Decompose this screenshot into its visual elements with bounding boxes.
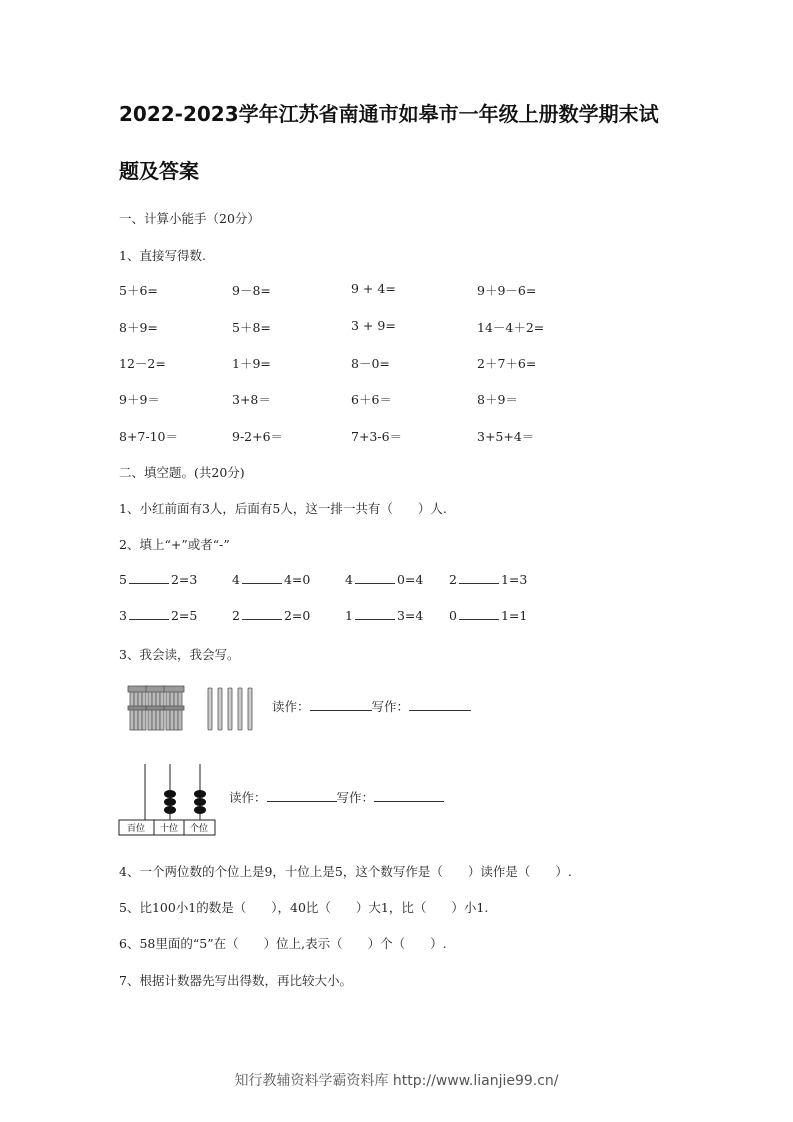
fill-item[interactable]: 4 0=4	[345, 572, 424, 587]
stick-bundle-icon	[128, 686, 148, 730]
stick-bundles-illustration	[126, 680, 266, 732]
question-1-1: 1、直接写得数.	[119, 248, 206, 263]
calc-item: 3 + 9=	[351, 318, 396, 333]
write-answer-blank[interactable]	[409, 710, 471, 711]
read-write-row-2	[229, 788, 444, 806]
read-answer-blank[interactable]	[267, 801, 337, 802]
calc-item: 5＋6=	[119, 283, 158, 298]
calc-item: 1＋9=	[232, 356, 271, 371]
calc-item: 8－0=	[351, 356, 390, 371]
fill-item[interactable]: 2 1=3	[449, 572, 528, 587]
calc-item: 9－8=	[232, 283, 271, 298]
question-2-3: 3、我会读，我会写。	[119, 647, 240, 662]
read-answer-blank[interactable]	[310, 710, 372, 711]
abacus-illustration	[118, 760, 218, 838]
calc-item: 7+3-6＝	[351, 429, 403, 444]
fill-item[interactable]: 4 4=0	[232, 572, 311, 587]
read-label: 读作：	[229, 790, 267, 805]
calc-item: 5＋8=	[232, 320, 271, 335]
calc-item: 9＋9－6=	[477, 283, 537, 298]
fill-item[interactable]: 0 1=1	[449, 608, 528, 623]
calc-item: 6＋6＝	[351, 392, 392, 407]
write-label: 写作：	[336, 790, 375, 805]
write-label: 写作：	[371, 699, 410, 714]
calc-item: 9 + 4=	[351, 281, 396, 296]
abacus-label-hundreds: 百位	[126, 824, 146, 834]
fill-item[interactable]: 3 2=5	[119, 608, 198, 623]
single-stick-icon	[208, 688, 252, 730]
read-write-row-1	[272, 697, 471, 715]
page-title-line-2: 题及答案	[119, 159, 199, 183]
calc-item: 8+7-10＝	[119, 429, 179, 444]
stick-bundle-icon	[146, 686, 166, 730]
fill-item[interactable]: 1 3=4	[345, 608, 424, 623]
question-2-7: 7、根据计数器先写出得数，再比较大小。	[119, 973, 352, 988]
calc-item: 3+5+4＝	[477, 429, 535, 444]
fill-item[interactable]: 2 2=0	[232, 608, 311, 623]
question-2-4: 4、一个两位数的个位上是9，十位上是5，这个数写作是（ ）读作是（ ）.	[119, 864, 572, 879]
question-2-2: 2、填上“+”或者“-”	[119, 537, 230, 552]
abacus-beads	[164, 790, 206, 814]
page-title-line-1: 2022-2023学年江苏省南通市如皋市一年级上册数学期末试	[119, 102, 659, 126]
calc-item: 9＋9＝	[119, 392, 160, 407]
calc-item: 3+8＝	[232, 392, 271, 407]
calc-item: 2＋7＋6=	[477, 356, 537, 371]
section-2-heading: 二、填空题。(共20分)	[119, 465, 245, 480]
read-label: 读作：	[272, 699, 310, 714]
question-2-1: 1、小红前面有3人，后面有5人，这一排一共有（ ）人.	[119, 501, 447, 516]
write-answer-blank[interactable]	[374, 801, 444, 802]
abacus-label-tens: 十位	[159, 824, 179, 834]
footer-source: 知行教辅资料学霸资料库 http://www.lianjie99.cn/	[234, 1073, 559, 1089]
section-1-heading: 一、计算小能手（20分）	[119, 211, 260, 226]
calc-item: 8＋9=	[119, 320, 158, 335]
calc-item: 14－4＋2=	[477, 320, 545, 335]
stick-bundle-icon	[164, 686, 184, 730]
abacus-label-ones: 个位	[189, 824, 209, 834]
question-2-6: 6、58里面的“5”在（ ）位上,表示（ ）个（ ）.	[119, 936, 447, 951]
calc-item: 12－2=	[119, 356, 166, 371]
calc-item: 8＋9＝	[477, 392, 518, 407]
question-2-5: 5、比100小1的数是（ ），40比（ ）大1，比（ ）小1.	[119, 900, 489, 915]
fill-item[interactable]: 5 2=3	[119, 572, 198, 587]
calc-item: 9-2+6＝	[232, 429, 284, 444]
